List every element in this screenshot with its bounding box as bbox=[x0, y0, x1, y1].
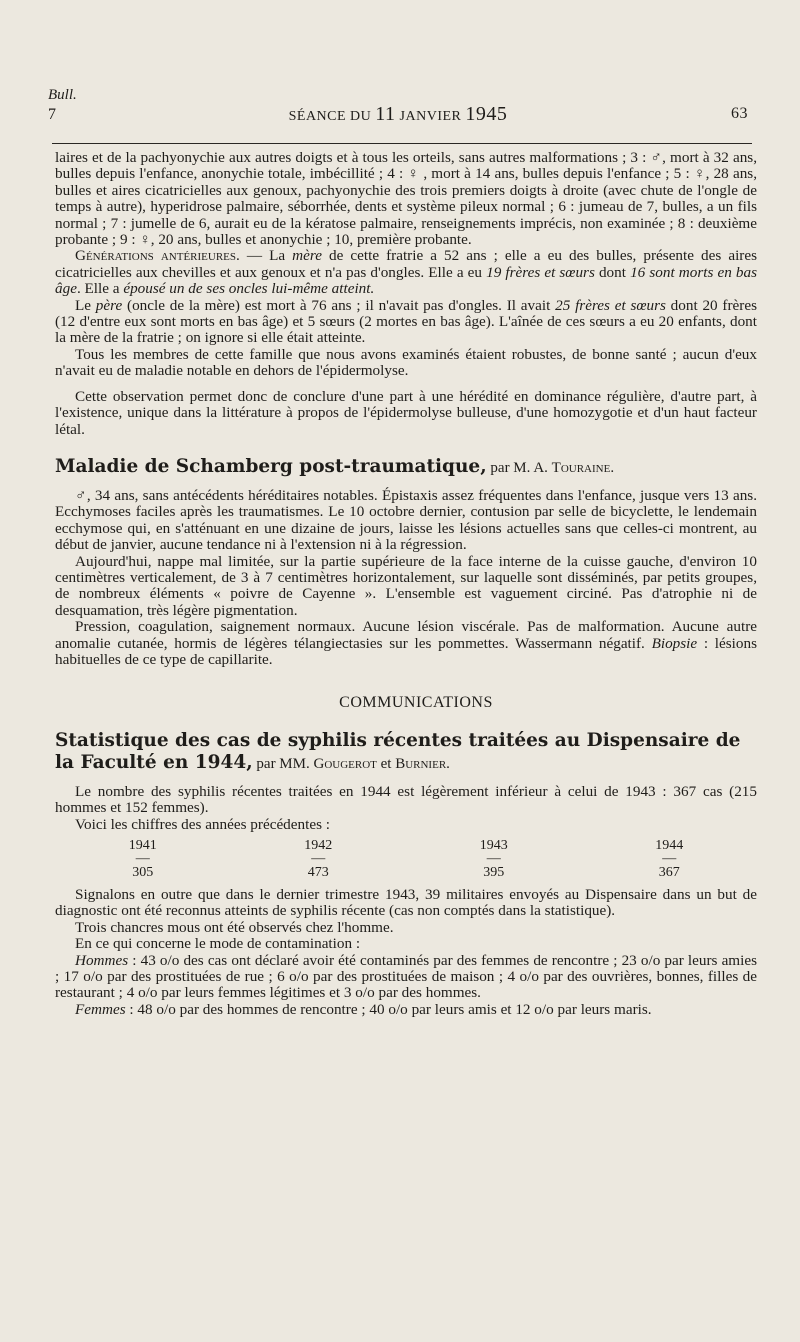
running-title-day: 11 bbox=[375, 103, 396, 125]
text-run: — La bbox=[239, 247, 293, 265]
dash-cell: — bbox=[135, 851, 150, 866]
text-run: . bbox=[446, 755, 450, 772]
count-cell: 473 bbox=[307, 865, 329, 880]
running-title-mid: JANVIER bbox=[395, 109, 466, 124]
text-run: . bbox=[610, 459, 615, 476]
text-run: et bbox=[376, 755, 396, 772]
bull-label: Bull. bbox=[48, 87, 77, 103]
emphasis: Hommes bbox=[75, 951, 129, 969]
paragraph: En ce qui concerne le mode de contamination : bbox=[75, 935, 361, 953]
emphasis: épousé un de ses oncles lui-même atteint. bbox=[123, 280, 375, 298]
author-name: Burnier bbox=[395, 755, 447, 772]
page-number: 63 bbox=[731, 105, 748, 122]
section-title-text: Maladie de Schamberg post-traumatique, bbox=[55, 455, 487, 477]
text-run: (oncle de la mère) est mort à 76 ans ; il n'avait pas d'ongles. Il avait bbox=[122, 296, 556, 314]
page-content bbox=[55, 150, 757, 1018]
communications-heading: COMMUNICATIONS bbox=[339, 694, 493, 712]
paragraph: Aujourd'hui, nappe mal limitée, sur la partie supérieure de la face interne de la cuisse gauche, d'environ 10 centimètres verticalement, de 3 à 7 centimètres horizontalement, sur laquelle sont disséminés, par petits groupes, de nombreux éléments « poivre de Cayenne ». L'ensemble est vaguement circiné. Pas d'atrophie ni de desquamation, très légère pigmentation. bbox=[55, 552, 757, 619]
text-run: : 48 o/o par des hommes de rencontre ; 40 o/o par leurs amis et 12 o/o par leurs maris. bbox=[125, 1000, 652, 1018]
bull-number: 7 bbox=[48, 106, 56, 123]
count-cell: 367 bbox=[658, 865, 680, 880]
emphasis: père bbox=[95, 296, 123, 314]
text-run: . Elle a bbox=[76, 280, 124, 298]
yearly-counts-table bbox=[55, 837, 757, 881]
section-title-text: Statistique des cas de syphilis récentes traitées au Dispensaire de la Faculté en 1944, bbox=[55, 729, 741, 773]
running-title-pre: SÉANCE DU bbox=[288, 109, 376, 124]
year-cell: 1944 bbox=[655, 838, 684, 853]
paragraph: laires et de la pachyonychie aux autres doigts et à tous les orteils, sans autres malformations ; 3 : ♂, mort à 32 ans, bulles depuis l'enfance, anonychie totale, imbécillité ; 4 : ♀ , mort à 14 ans, bulles depuis l'enfance ; 5 : ♀, 28 ans, bulles et aires cicatricielles aux genoux, pachyonychie des trois premiers doigts à droite (avec chute de l'ongle de temps à autre), hyperidrose palmaire, séborrhée, dents et système pileux normal ; 6 : jumeau de 7, bulles, a un fils normal ; 7 : jumelle de 6, aurait eu de la kératose palmaire, renseignements imprécis, non examinée ; 8 : deuxième probante ; 9 : ♀, 20 ans, bulles et anonychie ; 10, première probante. bbox=[55, 149, 757, 249]
year-cell: 1942 bbox=[304, 838, 333, 853]
author-name: Touraine bbox=[551, 459, 611, 476]
count-cell: 305 bbox=[132, 865, 154, 880]
dash-cell: — bbox=[486, 851, 501, 866]
running-title bbox=[48, 103, 748, 126]
paragraph bbox=[55, 619, 757, 668]
year-cell: 1941 bbox=[128, 838, 157, 853]
header-rule bbox=[52, 143, 752, 144]
paragraph: Trois chancres mous ont été observés chez l'homme. bbox=[75, 918, 394, 936]
dash-cell: — bbox=[311, 851, 326, 866]
paragraph: ♂, 34 ans, sans antécédents héréditaires notables. Épistaxis assez fréquentes dans l'enfance, jusque vers 13 ans. Ecchymoses faciles après les traumatismes. Le 10 octobre dernier, contusion par selle de bicyclette, le lendemain ecchymose qui, en s'atténuant en une dizaine de jours, laisse les lésions actuelles sans que celles-ci montrent, au début de janvier, aucune tendance ni à l'extension ni à la régression. bbox=[55, 486, 757, 554]
paragraph: Signalons en outre que dans le dernier trimestre 1943, 39 militaires envoyés au Dispensaire dans un but de diagnostic ont été reconnus atteints de syphilis récente (cas non comptés dans la statistique). bbox=[55, 886, 757, 920]
emphasis: 19 frères et sœurs bbox=[486, 263, 595, 281]
text-run: : lésions habituelles de ce type de capillarite. bbox=[55, 634, 757, 668]
paragraph bbox=[55, 953, 757, 1002]
emphasis: Femmes bbox=[75, 1000, 126, 1018]
table-row bbox=[55, 854, 757, 864]
running-title-year: 1945 bbox=[465, 103, 508, 125]
author-name: Gougerot bbox=[313, 755, 377, 772]
running-header bbox=[48, 103, 748, 129]
text-run: de cette fratrie a 52 ans ; elle a eu des bulles, présente des aires cicatricielles aux chevilles et aux genoux et n'a pas d'ongles. Elle a eu bbox=[55, 247, 757, 281]
text-run: Le bbox=[75, 296, 96, 314]
emphasis: Biopsie bbox=[651, 634, 698, 652]
text-run: par MM. bbox=[252, 755, 314, 772]
byline bbox=[253, 756, 450, 772]
section-title-statistique bbox=[55, 730, 757, 775]
section-title-schamberg bbox=[55, 456, 757, 479]
section-lead: Générations antérieures. bbox=[75, 247, 240, 265]
paragraph: Cette observation permet donc de conclure d'une part à une hérédité en dominance régulière, d'autre part, à l'existence, unique dans la littérature à propos de l'épidermolyse bulleuse, d'une homozygotie et d'un haut facteur létal. bbox=[55, 387, 757, 438]
count-cell: 395 bbox=[483, 865, 505, 880]
paragraph: Tous les membres de cette famille que nous avons examinés étaient robustes, de bonne santé ; aucun d'eux n'avait eu de maladie notable en dehors de l'épidermolyse. bbox=[55, 345, 757, 380]
table-row bbox=[55, 837, 757, 854]
dash-cell: — bbox=[662, 851, 677, 866]
text-run: par M. A. bbox=[486, 459, 552, 476]
paragraph: Le nombre des syphilis récentes traitées en 1944 est légèrement inférieur à celui de 1943 : 367 cas (215 hommes et 152 femmes). bbox=[55, 782, 757, 817]
table-row bbox=[55, 864, 757, 881]
paragraph: Voici les chiffres des années précédentes : bbox=[75, 815, 330, 833]
paragraph bbox=[55, 1002, 757, 1018]
text-run: dont bbox=[594, 263, 631, 281]
emphasis: 25 frères et sœurs bbox=[555, 296, 666, 314]
paragraph bbox=[55, 298, 757, 347]
text-run: dont 20 frères (12 d'entre eux sont morts en bas âge) et 5 sœurs (2 mortes en bas âge). L'aînée de ces sœurs a eu 20 enfants, dont la mère de la fratrie ; on ignore si elle était atteinte. bbox=[55, 296, 757, 347]
emphasis: mère bbox=[292, 247, 322, 265]
text-run: : 43 o/o des cas ont déclaré avoir été contaminés par des femmes de rencontre ; 23 o/o par leurs amies ; 17 o/o par des prostituées de rue ; 6 o/o par des prostituées de maison ; 4 o/o par des ouvrières, bonnes, filles de restaurant ; 4 o/o par leurs femmes légitimes et 3 o/o par des hommes. bbox=[55, 951, 757, 1002]
text-run: Pression, coagulation, saignement normaux. Aucune lésion viscérale. Pas de malformation. Aucune autre anomalie cutanée, hormis de légères télangiectasies sur les pommettes. Wassermann négatif. bbox=[55, 618, 757, 652]
paragraph bbox=[55, 248, 757, 297]
year-cell: 1943 bbox=[479, 838, 508, 853]
byline bbox=[487, 460, 614, 476]
emphasis: 16 sont morts en bas âge bbox=[55, 263, 757, 298]
